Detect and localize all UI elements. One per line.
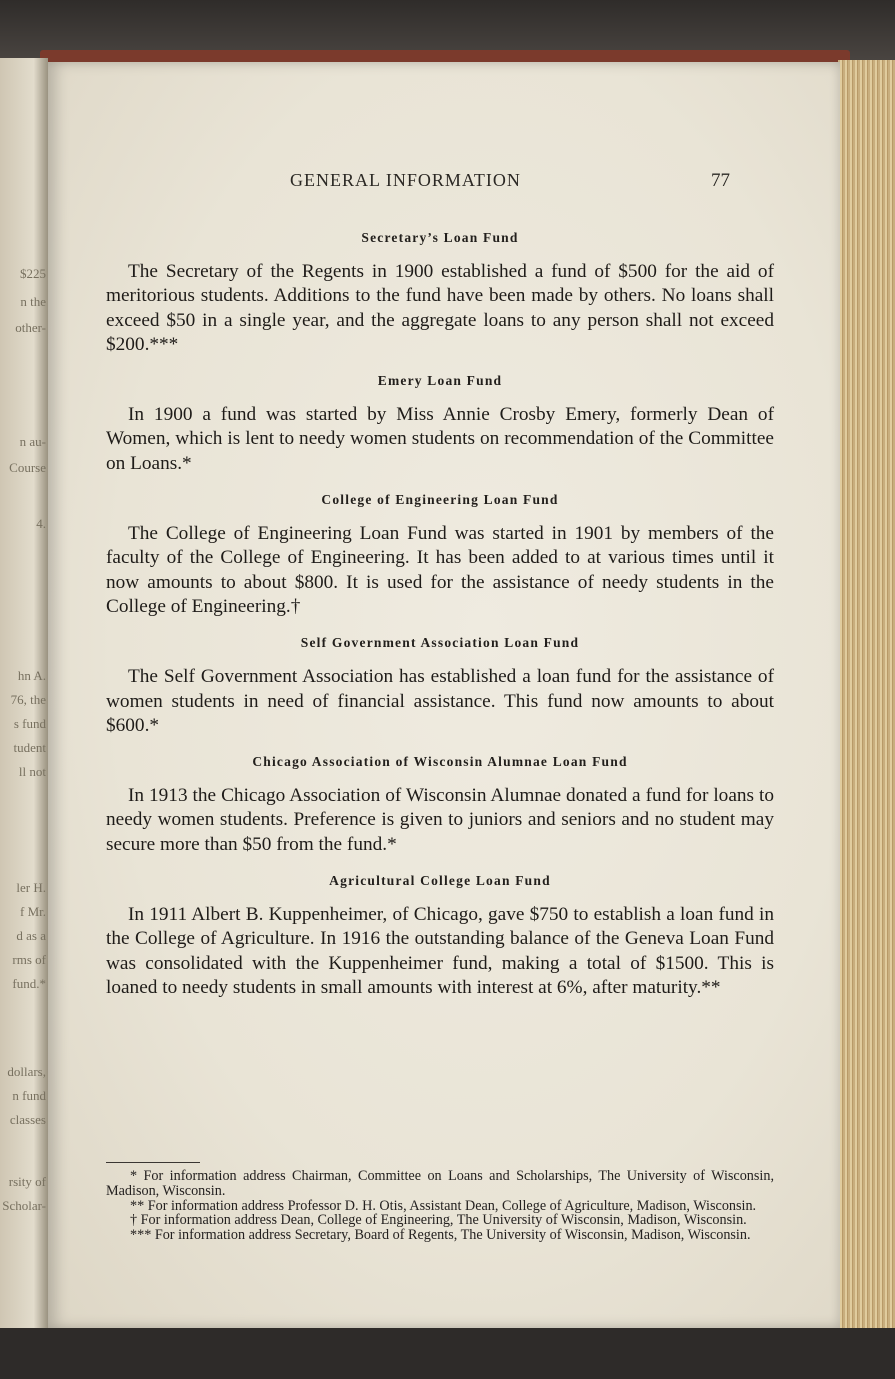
section-heading: Agricultural College Loan Fund [329,873,551,889]
footnote: *** For information address Secretary, Board of Regents, The University of Wisconsin, Madison, Wisconsin. [130,1227,751,1244]
facing-page-fragment: other- [15,320,46,335]
footnote: † For information address Dean, College of Engineering, The University of Wisconsin, Madison, Wisconsin. [130,1212,747,1229]
page-number: 77 [711,170,730,191]
facing-page-fragment: 76, the [10,692,46,707]
facing-page-fragment: d as a [16,928,46,943]
footnote: * For information address Chairman, Committee on Loans and Scholarships, The University of Wisconsin, Madison, Wisconsin. [106,1168,774,1199]
facing-page-fragment: n fund [12,1088,46,1103]
section-paragraph: The College of Engineering Loan Fund was started in 1901 by members of the faculty of the College of Engineering. It has been added to at various times until it now amounts to about $800. It is used for the assistance of needy students in the College of Engineering.† [106,523,774,617]
running-head [290,170,730,191]
facing-page-fragment: Course [9,460,46,475]
facing-page-fragment: n au- [19,434,46,449]
facing-page-fragment: Scholar- [2,1198,46,1213]
facing-page-edge [0,58,48,1328]
section-heading: Chicago Association of Wisconsin Alumnae Loan Fund [252,754,628,770]
section-paragraph: The Self Government Association has established a loan fund for the assistance of women students in need of financial assistance. This fund now amounts to about $600.* [106,666,774,736]
section-paragraph: In 1911 Albert B. Kuppenheimer, of Chicago, gave $750 to establish a loan fund in the College of Agriculture. In 1916 the outstanding balance of the Geneva Loan Fund was consolidated with the Kuppenheimer fund, making a total of $1500. This is loaned to needy students in small amounts with interest at 6%, after maturity.** [106,904,774,998]
section-engineering-loan-fund [106,492,774,619]
section-heading: Emery Loan Fund [377,373,503,389]
facing-page-fragment: dollars, [7,1064,46,1079]
section-paragraph: In 1913 the Chicago Association of Wisconsin Alumnae donated a fund for loans to needy women students. Preference is given to juniors and seniors and no student may secure more than $50 from the fund.* [106,785,774,855]
book-page [48,62,840,1328]
footnote-rule [106,1162,200,1163]
facing-page-fragment: fund.* [12,976,46,991]
section-secretary-loan-fund [106,230,774,357]
facing-page-fragment: ll not [18,764,46,779]
footnotes [106,1162,774,1243]
running-head-title: GENERAL INFORMATION [290,170,521,190]
facing-page-fragment: rsity of [8,1174,46,1189]
facing-page-fragment: ler H. [16,880,46,895]
section-chicago-alumnae-loan-fund [106,754,774,857]
section-emery-loan-fund [106,373,774,476]
facing-page-fragment: hn A. [17,668,46,683]
page-content [106,230,774,1000]
facing-page-fragment: f Mr. [20,904,46,919]
facing-page-fragment: tudent [13,740,46,755]
facing-page-fragment: s fund [13,716,46,731]
facing-page-fragment: rms of [12,952,46,967]
backdrop-bottom [0,1328,895,1379]
section-self-government-loan-fund [106,635,774,738]
section-agricultural-loan-fund [106,873,774,1000]
section-paragraph: The Secretary of the Regents in 1900 established a fund of $500 for the aid of meritorious students. Additions to the fund have been made by others. No loans shall exceed $50 in a single year, and the aggregate loans to any person shall not exceed $200.*** [106,261,774,355]
facing-page-fragment: n the [20,294,46,309]
section-heading: College of Engineering Loan Fund [321,492,559,508]
section-heading: Self Government Association Loan Fund [300,635,580,651]
facing-page-fragment: classes [9,1112,46,1127]
facing-page-fragment: $225 [20,266,46,281]
footnote: ** For information address Professor D. H. Otis, Assistant Dean, College of Agriculture, Madison, Wisconsin. [130,1197,757,1214]
facing-page-fragment: 4. [36,516,46,531]
page-edges [838,60,895,1330]
section-paragraph: In 1900 a fund was started by Miss Annie Crosby Emery, formerly Dean of Women, which is lent to needy women students on recommendation of the Committee on Loans.* [106,404,774,474]
section-heading: Secretary’s Loan Fund [361,230,519,245]
